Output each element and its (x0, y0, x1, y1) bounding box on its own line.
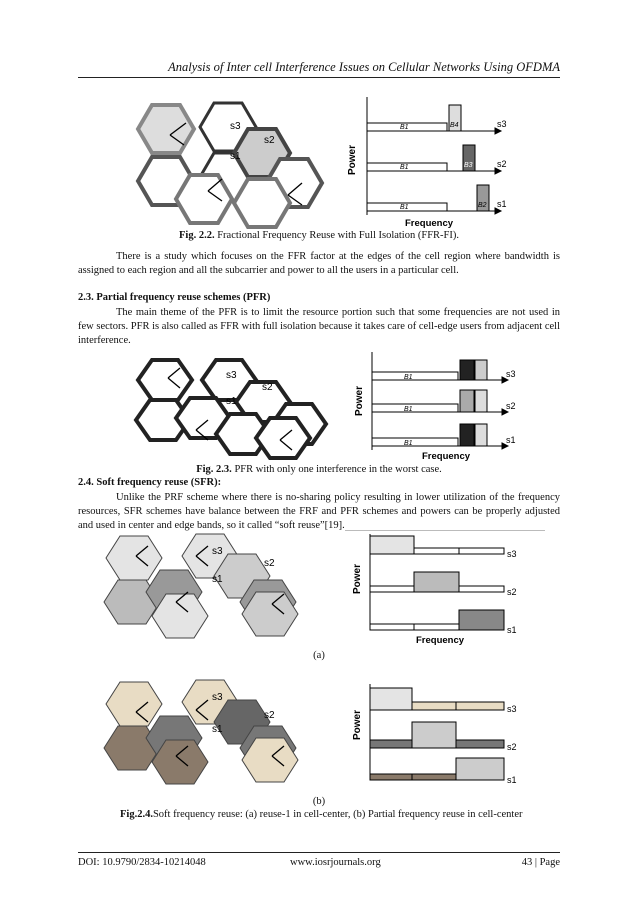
fig22-power-frequency-chart (345, 95, 510, 230)
fig24b-hex-diagram (100, 676, 345, 791)
paragraph-sfr: Unlike the PRF scheme where there is no-sharing policy resulting in lower utilization of the frequency resources, SFR schemes have balance between the FRF and PFR schemes and powers can be properly adjusted and used in center and edge bands, so it called “soft reuse”[19]. (78, 492, 560, 531)
fig24b-chart-s2: s2 (507, 742, 517, 752)
fig22-frequency-label: Frequency (405, 218, 454, 229)
fig22-chart-s1: s1 (497, 199, 507, 209)
fig23-chart-s3: s3 (506, 369, 516, 379)
fig23-hex-diagram (130, 352, 355, 460)
footer-rule (78, 852, 560, 853)
running-header: Analysis of Inter cell Interference Issues on Cellular Networks Using OFDMA (168, 60, 560, 74)
fig24a-chart-s3: s3 (507, 549, 517, 559)
fig24b-sector-label-s2: s2 (264, 710, 275, 721)
fig22-band-label: B1 (400, 124, 409, 131)
fig23-sector-label-s1: s1 (226, 396, 237, 407)
fig24a-band-s2-center (414, 572, 459, 592)
fig22-hex-cell (176, 175, 232, 223)
fig24b-sector-label-s3: s3 (212, 692, 223, 703)
section-heading-sfr: 2.4. Soft frequency reuse (SFR): (78, 477, 222, 488)
fig23-band-B1-s3 (372, 372, 458, 380)
fig24b-power-frequency-chart (352, 682, 522, 790)
fig24b-band-s3-center (370, 688, 412, 710)
fig24b-sector-label-s1: s1 (212, 724, 223, 735)
fig22-hex-cell (234, 179, 290, 227)
fig23-sector-label-s3: s3 (226, 370, 237, 381)
fig22-sector-label-s3: s3 (230, 121, 241, 132)
fig24a-band-s3-center (370, 536, 414, 554)
fig23-band-B4-s3 (475, 360, 487, 380)
fig22-chart-s3: s3 (497, 119, 507, 129)
fig24a-sector-label-s3: s3 (212, 546, 223, 557)
fig23-band-label: B1 (404, 374, 413, 381)
fig23-band-B3-s2 (475, 390, 487, 412)
fig22-band-label: B1 (400, 204, 409, 211)
fig24b-chart-s3: s3 (507, 704, 517, 714)
fig23-band-B3-s1 (475, 424, 487, 446)
fig23-hex-cell (138, 360, 192, 400)
fig22-hex-diagram (130, 95, 350, 230)
fig24b-chart-s1: s1 (507, 775, 517, 785)
fig23-frequency-label: Frequency (422, 451, 471, 462)
fig24a-power-label: Power (352, 563, 363, 594)
fig23-power-label: Power (354, 385, 365, 416)
fig22-hex-cell (138, 105, 194, 153)
fig22-caption: Fig. 2.2. Fractional Frequency Reuse with Full Isolation (FFR-FI). (179, 230, 459, 241)
fig24a-chart-s1: s1 (507, 625, 517, 635)
fig24a-hex-diagram (100, 530, 345, 645)
fig24a-sector-label-s1: s1 (212, 574, 223, 585)
fig23-band-B2-s1 (460, 424, 474, 446)
fig24a-chart-s2: s2 (507, 587, 517, 597)
footer-doi: DOI: 10.9790/2834-10214048 (78, 857, 206, 868)
fig22-sector-label-s1: s1 (230, 151, 241, 162)
fig23-band-label: B1 (404, 406, 413, 413)
fig22-band-label: B4 (450, 122, 459, 129)
fig22-band-label: B1 (400, 164, 409, 171)
fig23-band-B4-s2 (460, 390, 474, 412)
fig23-power-frequency-chart (352, 350, 517, 462)
fig24b-band-s2-center (412, 722, 456, 748)
fig22-sector-label-s2: s2 (264, 135, 275, 146)
header-rule (78, 77, 560, 78)
fig24a-power-frequency-chart (352, 532, 522, 647)
fig23-chart-s1: s1 (506, 435, 516, 445)
fig24-top-rule (345, 530, 545, 531)
fig24b-band-s1-center (456, 758, 504, 780)
paragraph-pfr: The main theme of the PFR is to limit the resource portion such that some frequencies are not used in few sectors. PFR is also called as FFR with full isolation because it takes care of cell-edge users from adjacent cell interference. (78, 307, 560, 346)
fig22-chart-s2: s2 (497, 159, 507, 169)
section-heading-pfr: 2.3. Partial frequency reuse schemes (PFR) (78, 292, 271, 303)
fig24a-sublabel: (a) (313, 650, 325, 661)
fig24a-sector-label-s2: s2 (264, 558, 275, 569)
fig23-caption: Fig. 2.3. PFR with only one interference in the worst case. (196, 464, 442, 475)
fig23-band-B1-s2 (372, 404, 458, 412)
footer-site: www.iosrjournals.org (290, 857, 381, 868)
fig23-chart-s2: s2 (506, 401, 516, 411)
fig23-band-label: B1 (404, 440, 413, 447)
fig24a-frequency-label: Frequency (416, 635, 465, 646)
fig24b-hex-cell (106, 682, 162, 726)
fig24-caption: Fig.2.4.Soft frequency reuse: (a) reuse-1 in cell-center, (b) Partial frequency reuse in cell-center (120, 809, 523, 820)
fig24a-band-s1-center (459, 610, 504, 630)
fig23-sector-label-s2: s2 (262, 382, 273, 393)
fig24b-power-label: Power (352, 709, 363, 740)
footer-page: 43 | Page (521, 857, 560, 868)
fig22-band-label: B2 (478, 202, 487, 209)
paragraph-ffr-study: There is a study which focuses on the FFR factor at the edges of the cell region where bandwidth is assigned to each region and all the subcarrier and power to all the users in a particular cell. (78, 251, 560, 276)
fig24b-sublabel: (b) (312, 796, 326, 807)
fig24a-hex-cell (106, 536, 162, 580)
fig23-band-B2-s3 (460, 360, 474, 380)
fig22-band-label: B3 (464, 162, 473, 169)
fig22-power-label: Power (347, 144, 358, 175)
fig23-band-B1-s1 (372, 438, 458, 446)
